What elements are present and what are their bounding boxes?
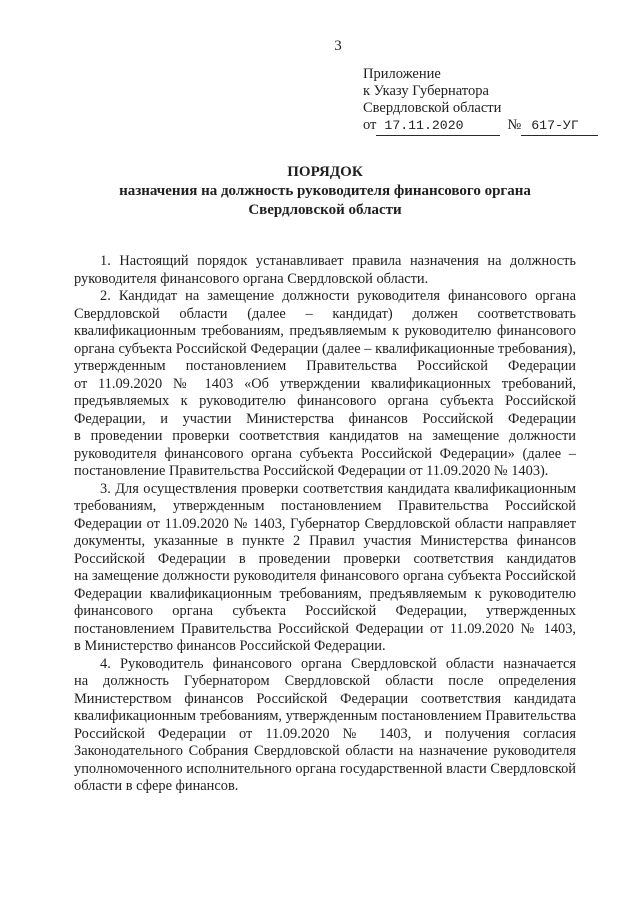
paragraph: 4. Руководитель финансового органа Свердловской области назначается на должность Губернатором Свердловской области после определения Министерством финансов Российской Федерации соответствия кандидата квалификационным требованиям, утвержденным постановлением Правительства Российской Федерации от 11.09.2020 № 1403, и получения согласия Законодательного Собрания Свердловской области на назначение руководителя уполномоченного исполнительного органа государственной власти Свердловской области в сфере финансов. [74, 655, 576, 795]
date-prefix-label: от [363, 117, 377, 134]
title-line: Свердловской области [248, 202, 402, 219]
date-fill-value: 17.11.2020 [376, 118, 500, 136]
paragraph: 3. Для осуществления проверки соответствия кандидата квалификационным требованиям, утвержденным постановлением Правительства Российской Федерации от 11.09.2020 № 1403, Губернатор Свердловской области направляет документы, указанные в пункте 2 Правил участия Министерства финансов Российской Федерации в проведении проверки соответствия кандидатов на замещение должности руководителя финансового органа субъекта Российской Федерации квалификационным требованиям, предъявляемым к руководителю финансового органа субъекта Российской Федерации, утвержденных постановлением Правительства Российской Федерации от 11.09.2020 № 1403, в Министерство финансов Российской Федерации. [74, 480, 576, 655]
appendix-header-line: Свердловской области [363, 99, 502, 116]
paragraph: 1. Настоящий порядок устанавливает правила назначения на должность руководителя финансового органа Свердловской области. [74, 253, 576, 287]
paragraph: 2. Кандидат на замещение должности руководителя финансового органа Свердловской области (далее – кандидат) должен соответствовать квалификационным требованиям, предъявляемым к руководителю финансового органа субъекта Российской Федерации (далее – квалификационные требования), утвержденным постановлением Правительства Российской Федерации от 11.09.2020 № 1403 «Об утверждении квалификационных требований, предъявляемых к руководителю финансового органа субъекта Российской Федерации, и участии Министерства финансов Российской Федерации в проведении проверки соответствия кандидатов на замещение должности руководителя финансового органа субъекта Российской Федерации» (далее – постановление Правительства Российской Федерации от 11.09.2020 № 1403). [74, 288, 576, 480]
document-body [74, 253, 576, 796]
title-line: назначения на должность руководителя финансового органа [119, 183, 531, 200]
number-sign-label: № [507, 117, 522, 134]
document-title [74, 163, 576, 220]
title-line: ПОРЯДОК [287, 164, 363, 181]
number-fill-value: 617-УГ [521, 118, 598, 136]
appendix-header-block [363, 66, 605, 136]
page-number: 3 [334, 38, 342, 54]
appendix-header-line: Приложение [363, 66, 441, 82]
appendix-header-line: к Указу Губернатора [363, 82, 489, 99]
decree-reference-line [363, 117, 605, 136]
